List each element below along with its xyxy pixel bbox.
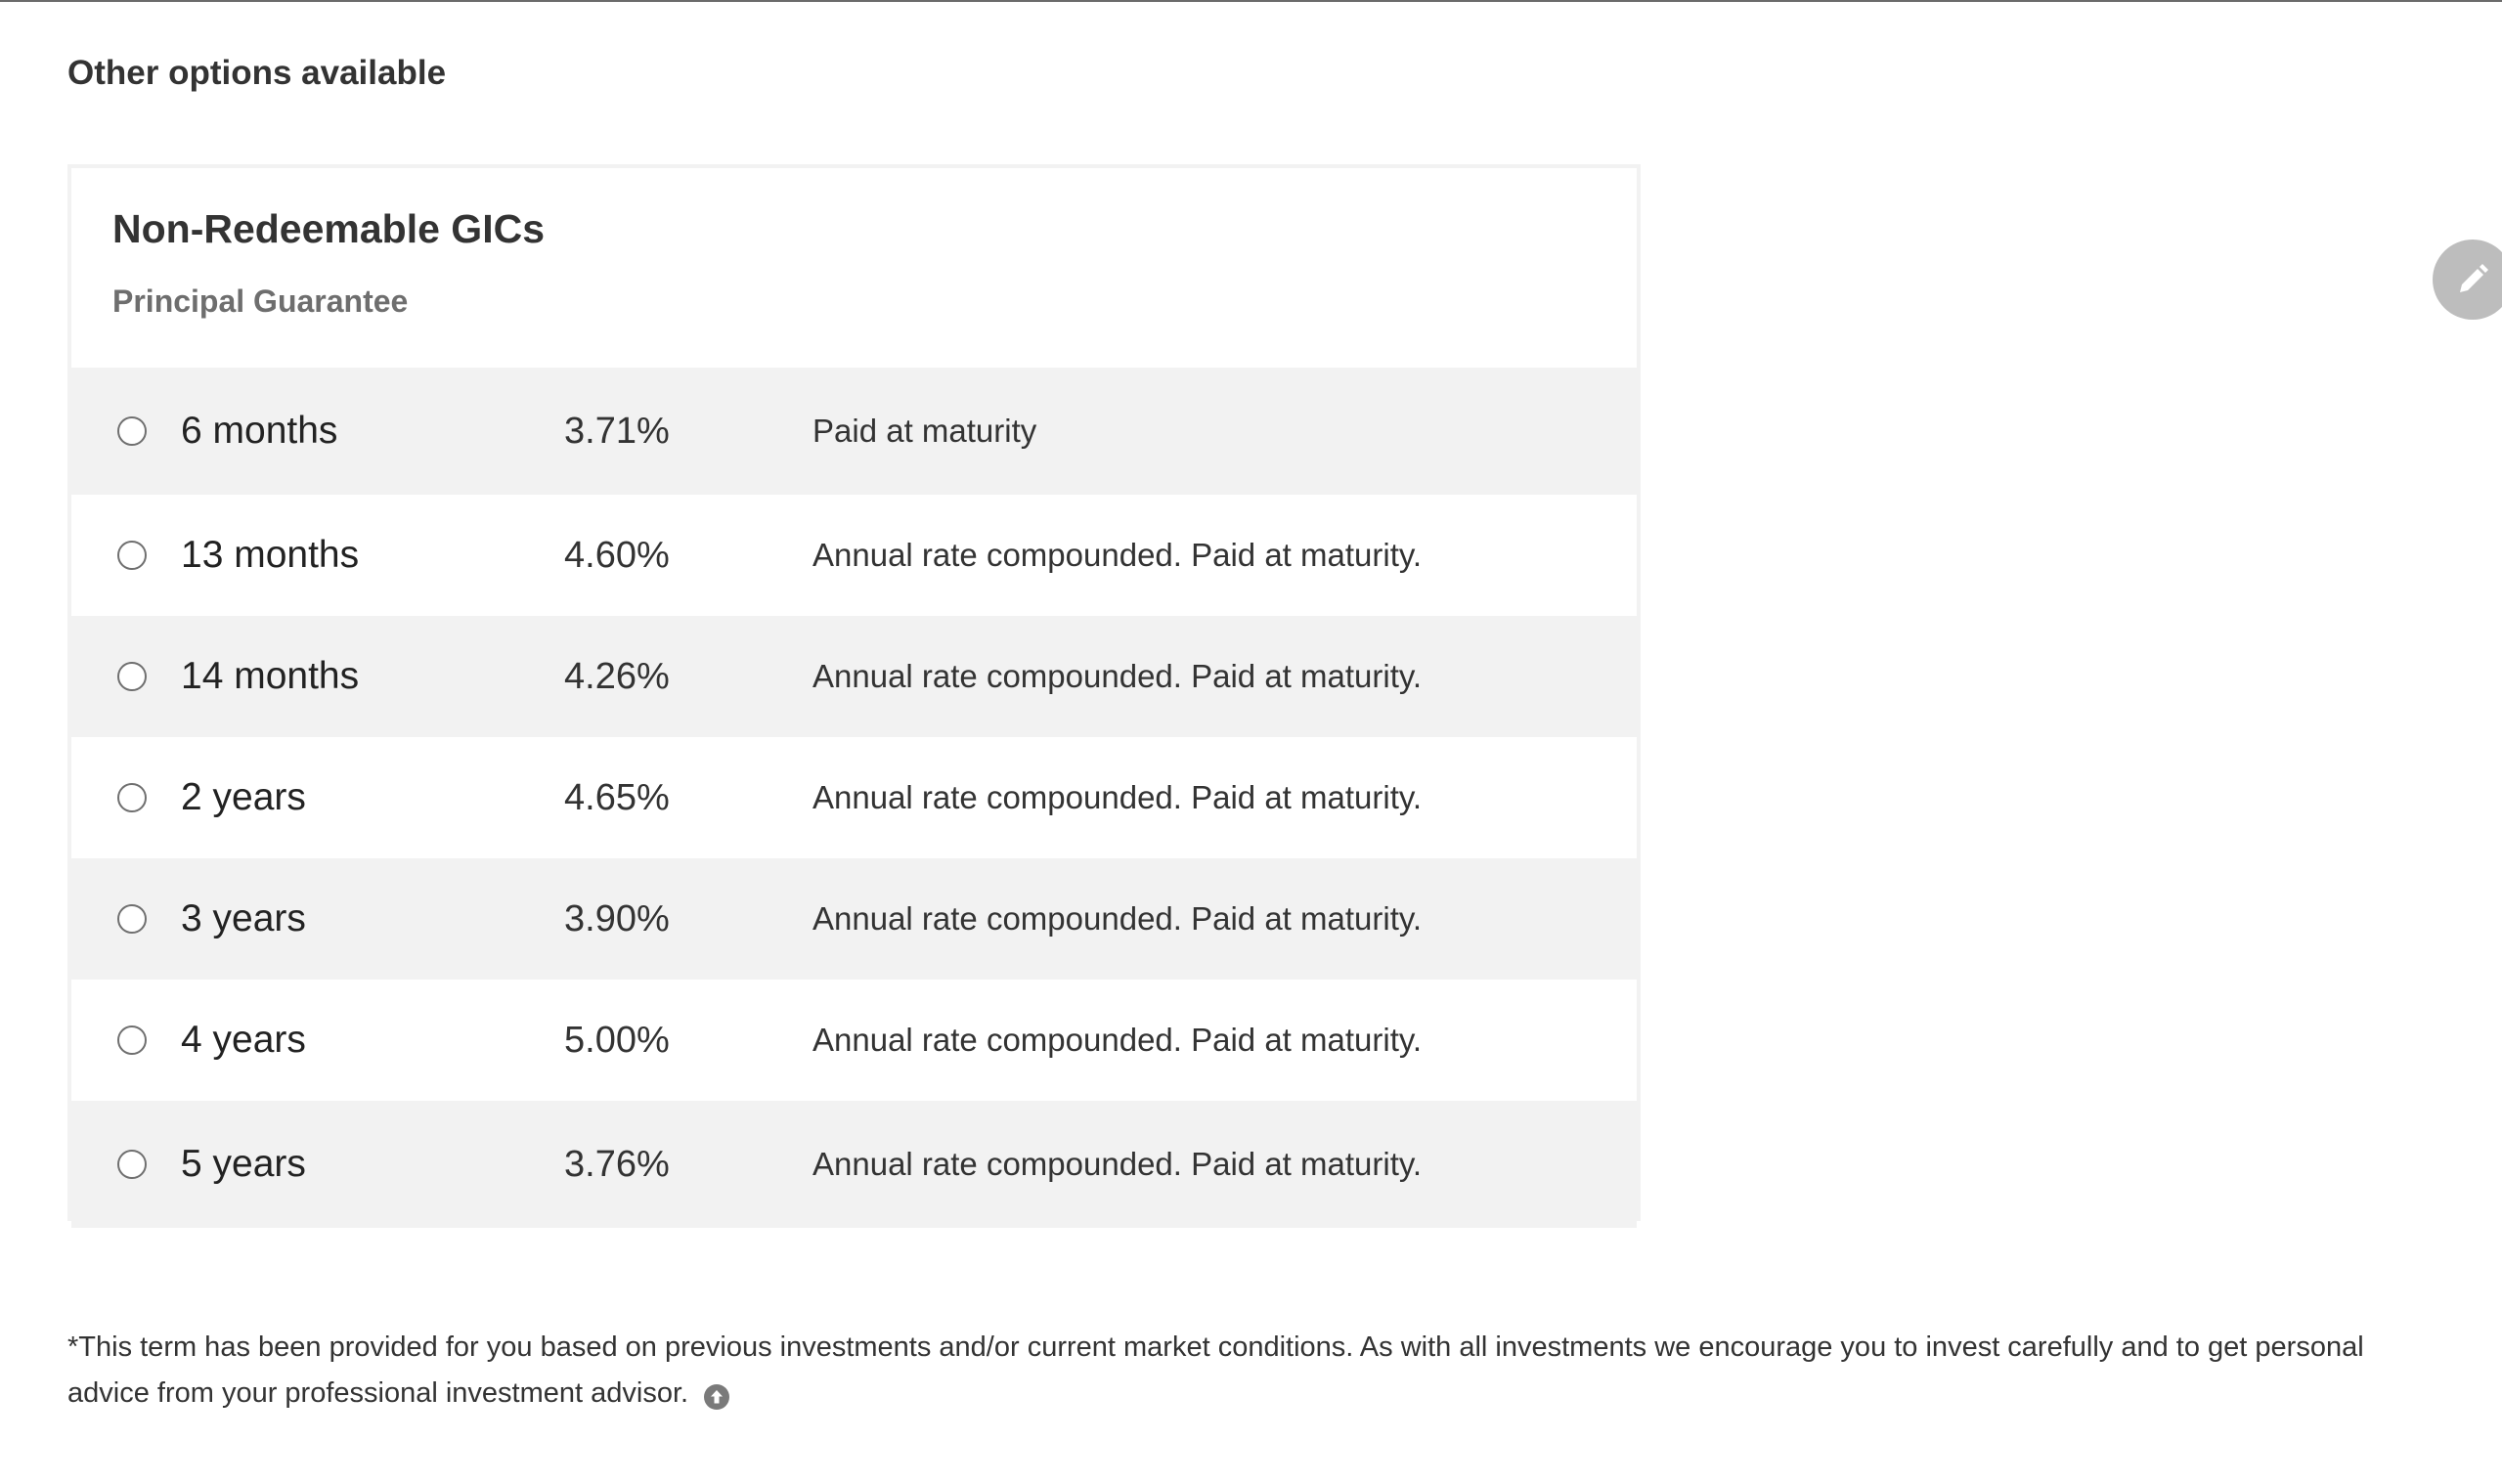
top-divider (0, 0, 2502, 2)
option-row-6-months[interactable] (71, 368, 1637, 495)
option-row-2-years[interactable] (71, 737, 1637, 858)
options-list (71, 368, 1637, 1228)
section-heading: Other options available (67, 54, 447, 92)
radio-button[interactable] (117, 416, 147, 446)
option-term: 5 years (181, 1143, 306, 1185)
disclaimer-footnote (67, 1325, 2414, 1417)
option-note: Annual rate compounded. Paid at maturity. (812, 537, 1423, 573)
radio-button[interactable] (117, 904, 147, 934)
card-header (71, 168, 1637, 368)
card-subtitle: Principal Guarantee (112, 284, 409, 319)
disclaimer-text: *This term has been provided for you based on previous investments and/or current market conditions. As with all investments we encourage you to invest carefully and to get personal advice from your professional investment advisor. (67, 1331, 2364, 1409)
option-row-5-years[interactable] (71, 1101, 1637, 1228)
option-row-13-months[interactable] (71, 495, 1637, 616)
radio-button[interactable] (117, 1026, 147, 1055)
option-note: Annual rate compounded. Paid at maturity. (812, 779, 1423, 815)
option-rate: 3.90% (564, 898, 670, 939)
option-rate: 4.65% (564, 777, 670, 818)
card-title: Non-Redeemable GICs (112, 206, 545, 251)
pencil-icon (2454, 261, 2491, 298)
option-rate: 4.26% (564, 656, 670, 697)
radio-button[interactable] (117, 662, 147, 691)
option-note: Annual rate compounded. Paid at maturity. (812, 900, 1423, 937)
option-term: 6 months (181, 410, 338, 452)
option-term: 14 months (181, 655, 360, 697)
option-term: 4 years (181, 1019, 306, 1061)
option-note: Annual rate compounded. Paid at maturity. (812, 1146, 1423, 1182)
option-term: 13 months (181, 534, 360, 576)
option-note: Annual rate compounded. Paid at maturity. (812, 658, 1423, 694)
gic-options-card (67, 164, 1641, 1221)
option-rate: 4.60% (564, 535, 670, 576)
option-rate: 5.00% (564, 1020, 670, 1061)
radio-button[interactable] (117, 541, 147, 570)
option-note: Paid at maturity (812, 413, 1037, 449)
option-row-3-years[interactable] (71, 858, 1637, 980)
option-row-4-years[interactable] (71, 980, 1637, 1101)
option-rate: 3.76% (564, 1144, 670, 1185)
arrow-up-circle-icon[interactable] (704, 1378, 729, 1404)
edit-button[interactable] (2433, 240, 2502, 320)
radio-button[interactable] (117, 783, 147, 812)
radio-button[interactable] (117, 1150, 147, 1179)
option-term: 2 years (181, 776, 306, 818)
option-note: Annual rate compounded. Paid at maturity. (812, 1022, 1423, 1058)
option-term: 3 years (181, 897, 306, 939)
option-rate: 3.71% (564, 411, 670, 452)
option-row-14-months[interactable] (71, 616, 1637, 737)
